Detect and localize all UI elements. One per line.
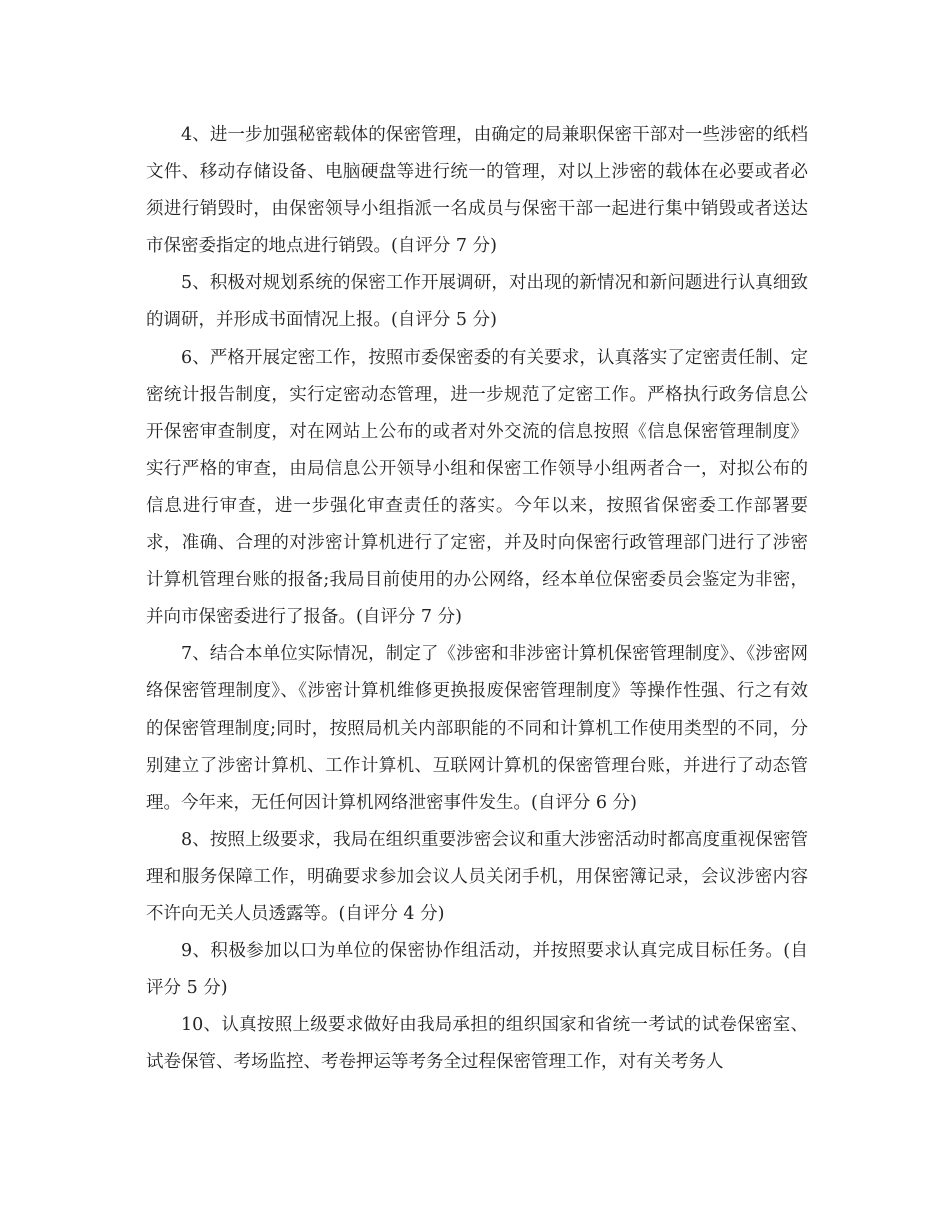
paragraph-item-8: 8、按照上级要求，我局在组织重要涉密会议和重大涉密活动时都高度重视保密管理和服务保障工作，明确要求参加会议人员关闭手机，用保密簿记录，会议涉密内容不许向无关人员透露等。(自评分 4 分) <box>146 829 808 924</box>
paragraph-item-6: 6、严格开展定密工作，按照市委保密委的有关要求，认真落实了定密责任制、定密统计报告制度，实行定密动态管理，进一步规范了定密工作。严格执行政务信息公开保密审查制度，对在网站上公布的或者对外交流的信息按照《信息保密管理制度》实行严格的审查，由局信息公开领导小组和保密工作领导小组两者合一，对拟公布的信息进行审查，进一步强化审查责任的落实。今年以来，按照省保密委工作部署要求，准确、合理的对涉密计算机进行了定密，并及时向保密行政管理部门进行了涉密计算机管理台账的报备;我局目前使用的办公网络，经本单位保密委员会鉴定为非密，并向市保密委进行了报备。(自评分 7 分) <box>146 347 808 628</box>
paragraph-item-7: 7、结合本单位实际情况，制定了《涉密和非涉密计算机保密管理制度》、《涉密网络保密管理制度》、《涉密计算机维修更换报废保密管理制度》等操作性强、行之有效的保密管理制度;同时，按照局机关内部职能的不同和计算机工作使用类型的不同，分别建立了涉密计算机、工作计算机、互联网计算机的保密管理台账，并进行了动态管理。今年来，无任何因计算机网络泄密事件发生。(自评分 6 分) <box>146 644 808 813</box>
paragraph-item-4: 4、进一步加强秘密载体的保密管理，由确定的局兼职保密干部对一些涉密的纸档文件、移动存储设备、电脑硬盘等进行统一的管理，对以上涉密的载体在必要或者必须进行销毁时，由保密领导小组指派一名成员与保密干部一起进行集中销毁或者送达市保密委指定的地点进行销毁。(自评分 7 分) <box>146 125 808 257</box>
paragraph-item-5: 5、积极对规划系统的保密工作开展调研，对出现的新情况和新问题进行认真细致的调研，并形成书面情况上报。(自评分 5 分) <box>146 273 808 331</box>
document-body <box>146 117 808 1081</box>
paragraph-item-10: 10、认真按照上级要求做好由我局承担的组织国家和省统一考试的试卷保密室、试卷保管、考场监控、考卷押运等考务全过程保密管理工作，对有关考务人 <box>146 1015 808 1073</box>
paragraph-item-9: 9、积极参加以口为单位的保密协作组活动，并按照要求认真完成目标任务。(自评分 5 分) <box>146 941 808 999</box>
